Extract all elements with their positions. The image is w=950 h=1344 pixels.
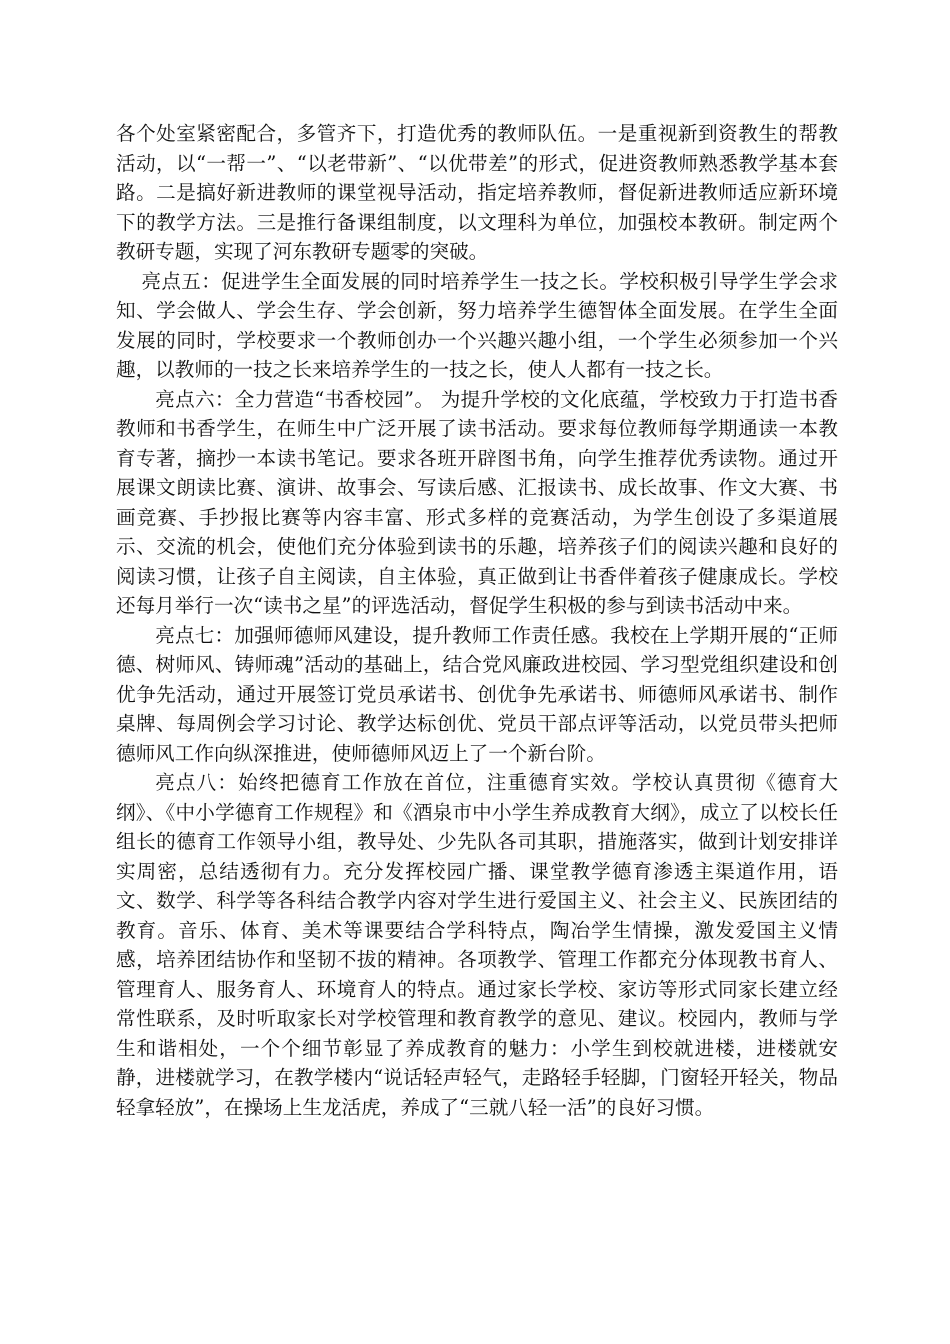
paragraph-teacher-team: 各个处室紧密配合，多管齐下，打造优秀的教师队伍。一是重视新到资教生的帮教活动，以“一帮一”、“以老带新”、“以优带差”的形式，促进资教师熟悉教学基本套路。二是搞好新进教师的课堂视导活动，指定培养教师，督促新进教师适应新环境下的教学方法。三是推行备课组制度，以文理科为单位，加强校本教研。制定两个教研专题，实现了河东教研专题零的突破。	[116, 122, 838, 263]
document-body	[116, 119, 838, 1122]
paragraph-highlight-eight: 亮点八：始终把德育工作放在首位，注重德育实效。学校认真贯彻《德育大纲》、《中小学德育工作规程》和《酒泉市中小学生养成教育大纲》，成立了以校长任组长的德育工作领导小组，教导处、少先队各司其职，措施落实，做到计划安排详实周密，总结透彻有力。充分发挥校园广播、课堂教学德育渗透主渠道作用，语文、数学、科学等各科结合教学内容对学生进行爱国主义、社会主义、民族团结的教育。音乐、体育、美术等课要结合学科特点，陶冶学生情操，激发爱国主义情感，培养团结协作和坚韧不拔的精神。各项教学、管理工作都充分体现教书育人、管理育人、服务育人、环境育人的特点。通过家长学校、家访等形式同家长建立经常性联系，及时听取家长对学校管理和教育教学的意见、建议。校园内，教师与学生和谐相处，一个个细节彰显了养成教育的魅力：小学生到校就进楼，进楼就安静，进楼就学习，在教学楼内“说话轻声轻气，走路轻手轻脚，门窗轻开轻关，物品轻拿轻放”，在操场上生龙活虎，养成了“三就八轻一活”的良好习惯。	[116, 771, 838, 1119]
paragraph-highlight-seven: 亮点七：加强师德师风建设，提升教师工作责任感。我校在上学期开展的“正师德、树师风、铸师魂”活动的基础上，结合党风廉政进校园、学习型党组织建设和创优争先活动，通过开展签订党员承诺书、创优争先承诺书、师德师风承诺书、制作桌牌、每周例会学习讨论、教学达标创优、党员干部点评等活动，以党员带头把师德师风工作向纵深推进，使师德师风迈上了一个新台阶。	[116, 623, 838, 765]
paragraph-highlight-six: 亮点六：全力营造“书香校园”。 为提升学校的文化底蕴，学校致力于打造书香教师和书香学生，在师生中广泛开展了读书活动。要求每位教师每学期通读一本教育专著，摘抄一本读书笔记。要求各班开辟图书角，向学生推荐优秀读物。通过开展课文朗读比赛、演讲、故事会、写读后感、汇报读书、成长故事、作文大赛、书画竞赛、手抄报比赛等内容丰富、形式多样的竞赛活动，为学生创设了多渠道展示、交流的机会，使他们充分体验到读书的乐趣，培养孩子们的阅读兴趣和良好的阅读习惯，让孩子自主阅读，自主体验，真正做到让书香伴着孩子健康成长。学校还每月举行一次“读书之星”的评选活动，督促学生积极的参与到读书活动中来。	[116, 387, 838, 617]
paragraph-highlight-five: 亮点五：促进学生全面发展的同时培养学生一技之长。学校积极引导学生学会求知、学会做人、学会生存、学会创新，努力培养学生德智体全面发展。在学生全面发展的同时，学校要求一个教师创办一个兴趣兴趣小组，一个学生必须参加一个兴趣，以教师的一技之长来培养学生的一技之长，使人人都有一技之长。	[116, 269, 838, 381]
